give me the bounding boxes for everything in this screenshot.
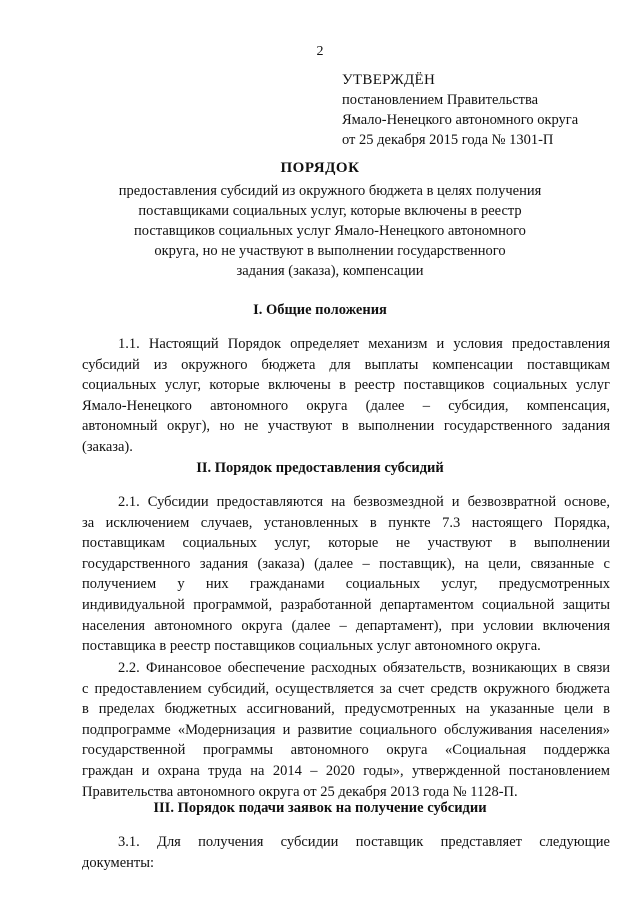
paragraph-line: (заказа).	[82, 438, 133, 455]
paragraph-line: 3.1. Для получения субсидии поставщик представляет следующие	[118, 834, 610, 850]
approval-line: постановлением Правительства	[342, 92, 539, 108]
document-subtitle	[100, 181, 560, 281]
paragraph-line: за исключением случаев, установленных в пункте 7.3 настоящего Порядка,	[82, 514, 610, 531]
paragraph-line: документы:	[82, 854, 155, 871]
paragraph-3-1	[82, 832, 610, 873]
approval-heading: УТВЕРЖДЁН	[342, 72, 436, 88]
paragraph-line: социальных услуг, которые включены в реестр поставщиков социальных услуг	[82, 377, 610, 394]
paragraph-line: государственной программы автономного округа «Социальная поддержка	[82, 742, 610, 759]
paragraph-line: Ямало-Ненецкого автономного округа (далее – субсидия, компенсация,	[82, 397, 610, 414]
subtitle-line: поставщиками социальных услуг, которые включены в реестр	[138, 203, 522, 219]
subtitle-line: поставщиков социальных услуг Ямало-Ненецкого автономного	[134, 223, 526, 239]
paragraph-line: населения автономного округа (далее – департамент), при условии включения	[82, 617, 610, 634]
paragraph-line: граждан и охрана труда на 2014 – 2020 годы», утвержденной постановлением	[82, 762, 610, 779]
paragraph-line: государственного задания (заказа) (далее – поставщик), на цели, связанные с	[82, 555, 610, 572]
page-number: 2	[316, 44, 324, 59]
document-title: ПОРЯДОК	[280, 160, 360, 176]
paragraph-line: 1.1. Настоящий Порядок определяет механизм и условия предоставления	[118, 336, 610, 352]
subtitle-line: предоставления субсидий из окружного бюджета в целях получения	[118, 183, 542, 199]
paragraph-line: Правительства автономного округа от 25 декабря 2013 года № 1128-П.	[82, 783, 518, 800]
subtitle-line: задания (заказа), компенсации	[236, 263, 424, 279]
paragraph-line: поставщика в реестр поставщиков социальных услуг автономного округа.	[82, 638, 541, 655]
paragraph-line: поставщикам социальных услуг, которые не участвуют в выполнении	[82, 535, 610, 552]
paragraph-line: автономный округ), но не участвуют в выполнении государственного задания	[82, 418, 610, 435]
section-heading: II. Порядок предоставления субсидий	[196, 460, 444, 476]
paragraph-2-2	[82, 658, 610, 802]
paragraph-line: в пределах бюджетных ассигнований, предусмотренных на указанные цели в	[82, 701, 610, 718]
approval-line: Ямало-Ненецкого автономного округа	[342, 112, 579, 128]
approval-stamp	[342, 70, 578, 150]
paragraph-line: индивидуальной программой, разработанной департаментом социальной защиты	[82, 596, 610, 613]
section-heading: I. Общие положения	[253, 302, 387, 318]
approval-line: от 25 декабря 2015 года № 1301-П	[342, 132, 554, 148]
paragraph-line: 2.1. Субсидии предоставляются на безвозмездной и безвозвратной основе,	[118, 494, 610, 510]
paragraph-1-1	[82, 334, 610, 458]
paragraph-line: подпрограмме «Модернизация и развитие социального обслуживания населения»	[82, 721, 610, 738]
paragraph-line: 2.2. Финансовое обеспечение расходных обязательств, возникающих в связи	[118, 660, 610, 676]
paragraph-line: получением у них гражданами социальных услуг, предусмотренных	[82, 576, 610, 593]
section-heading: III. Порядок подачи заявок на получение субсидии	[153, 800, 487, 816]
paragraph-2-1	[82, 492, 610, 657]
paragraph-line: с предоставлением субсидий, осуществляется за счет средств окружного бюджета	[82, 680, 610, 697]
paragraph-line: субсидий из окружного бюджета для выплаты компенсации поставщикам	[82, 356, 610, 373]
subtitle-line: округа, но не участвуют в выполнении государственного	[154, 243, 506, 259]
